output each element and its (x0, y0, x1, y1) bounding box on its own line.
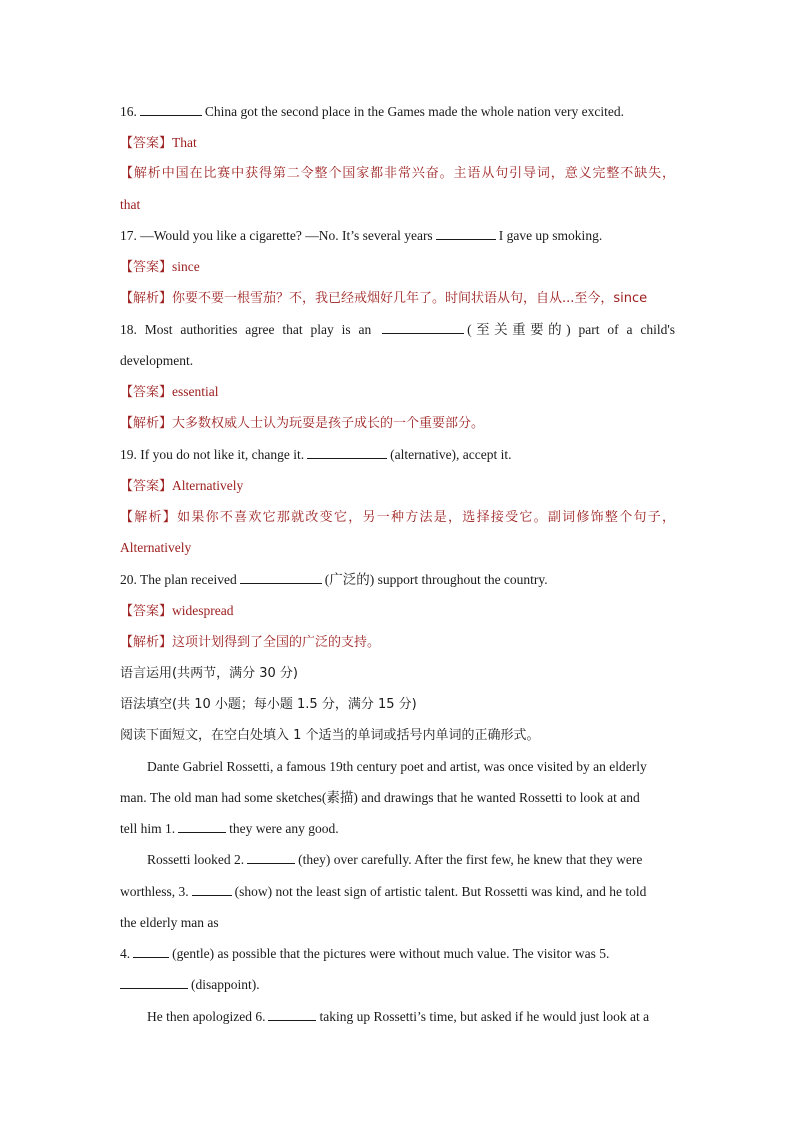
blank-3 (192, 882, 232, 896)
question-20: 20. The plan received (广泛的) support throughout the country. (120, 572, 548, 587)
blank-2 (247, 850, 295, 864)
answer-blank (436, 226, 496, 240)
passage-line: the elderly man as (120, 915, 219, 930)
answer-18: 【答案】essential (120, 384, 219, 400)
section-subheading: 语法填空(共 10 小题；每小题 1.5 分，满分 15 分) (120, 697, 417, 712)
blank-5 (120, 975, 188, 989)
answer-blank (382, 320, 464, 334)
answer-blank (140, 102, 202, 116)
section-heading: 语言运用(共两节，满分 30 分) (120, 666, 298, 681)
question-17: 17. —Would you like a cigarette? —No. It’s several years I gave up smoking. (120, 228, 603, 243)
explanation-19: 【解析】如果你不喜欢它那就改变它，另一种方法是，选择接受它。副词修饰整个句子， (120, 510, 675, 525)
answer-16: 【答案】That (120, 135, 197, 151)
passage-line: worthless, 3. (show) not the least sign of artistic talent. But Rossetti was kind, and he told (120, 884, 647, 899)
explanation-18: 【解析】大多数权威人士认为玩耍是孩子成长的一个重要部分。 (120, 416, 485, 431)
explanation-19-cont: Alternatively (120, 540, 192, 555)
blank-1 (178, 819, 226, 833)
question-19: 19. If you do not like it, change it. (alternative), accept it. (120, 447, 512, 462)
passage-line: (disappoint). (120, 975, 675, 995)
passage-line: Dante Gabriel Rossetti, a famous 19th century poet and artist, was once visited by an elderly (147, 759, 647, 774)
explanation-16-cont: that (120, 197, 141, 212)
passage-line: Rossetti looked 2. (they) over carefully. After the first few, he knew that they were (147, 852, 643, 867)
explanation-17: 【解析】你要不要一根雪茄？不，我已经戒烟好几年了。时间状语从句，自从...至今，since (120, 291, 648, 306)
passage-line: man. The old man had some sketches(素描) and drawings that he wanted Rossetti to look at and (120, 790, 640, 805)
question-16: 16. China got the second place in the Games made the whole nation very excited. (120, 104, 624, 119)
explanation-16: 【解析中国在比赛中获得第二令整个国家都非常兴奋。主语从句引导词，意义完整不缺失， (120, 166, 675, 181)
answer-blank (307, 445, 387, 459)
answer-blank (240, 570, 322, 584)
answer-19: 【答案】Alternatively (120, 478, 244, 494)
question-18-cont: development. (120, 353, 194, 368)
answer-17: 【答案】since (120, 259, 200, 275)
blank-4 (133, 944, 169, 958)
instructions: 阅读下面短文，在空白处填入 1 个适当的单词或括号内单词的正确形式。 (120, 728, 540, 743)
explanation-20: 【解析】这项计划得到了全国的广泛的支持。 (120, 635, 381, 650)
passage-line: 4. (gentle) as possible that the pictures were without much value. The visitor was 5. (120, 946, 610, 961)
answer-20: 【答案】widespread (120, 603, 234, 619)
blank-6 (268, 1007, 316, 1021)
question-18: 18. Most authorities agree that play is an (至关重要的) part of a child's (120, 322, 676, 337)
passage-line: tell him 1. they were any good. (120, 821, 339, 836)
passage-line: He then apologized 6. taking up Rossetti’s time, but asked if he would just look at a (147, 1009, 650, 1024)
